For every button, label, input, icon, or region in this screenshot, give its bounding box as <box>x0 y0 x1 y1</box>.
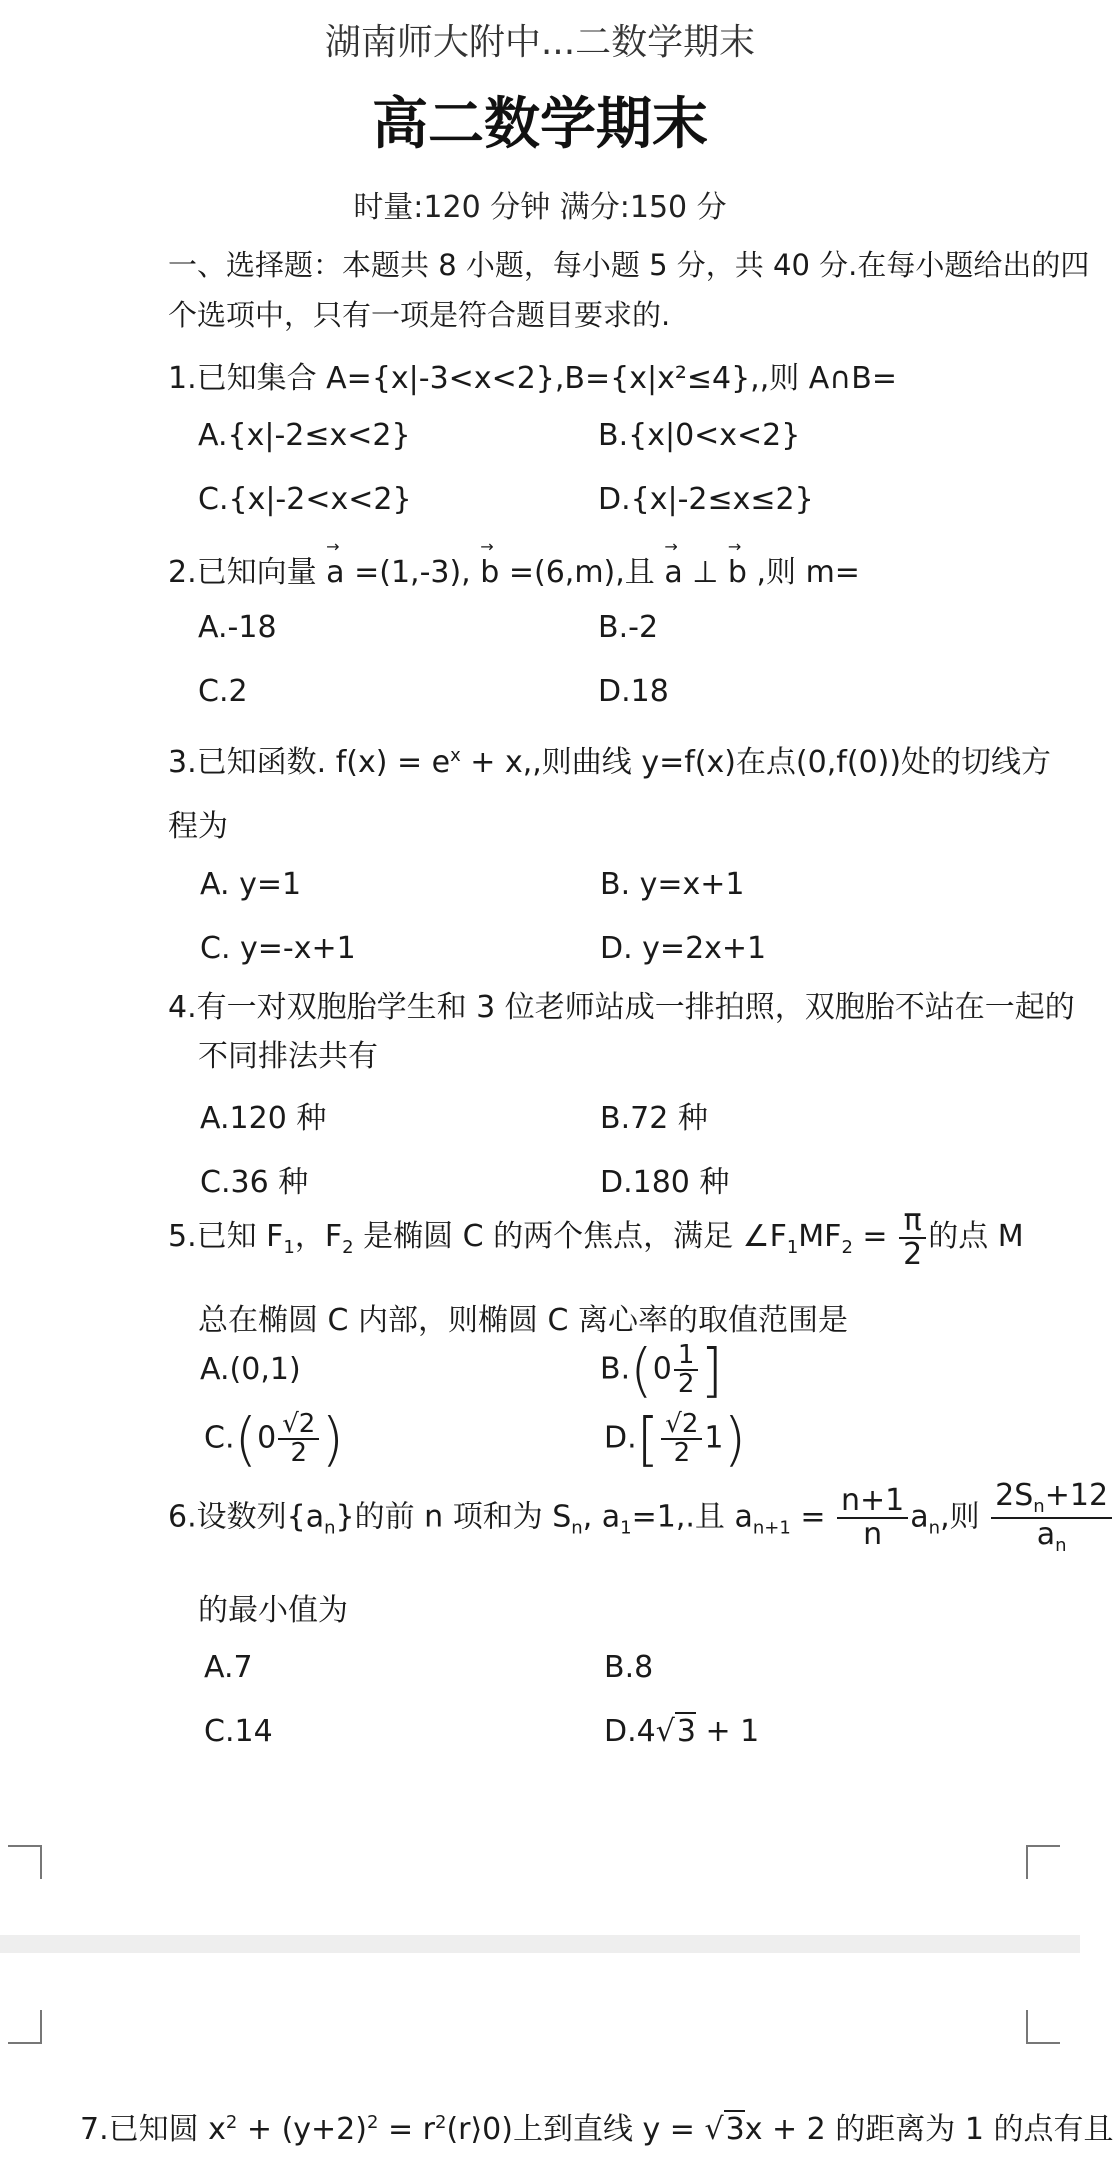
question-1-option-b: B.{x|0<x<2} <box>598 418 801 453</box>
question-6-option-b: B.8 <box>604 1650 654 1685</box>
page-corner-mark-tr-h <box>1026 2042 1060 2044</box>
question-6-stem-line2: 的最小值为 <box>198 1593 348 1628</box>
question-2-option-b: B.-2 <box>598 610 659 645</box>
question-5-stem: 5.已知 $F_1$，$F_2$ 是椭圆 C 的两个焦点，满足 $\angle F_1MF_2$ = $\frac{\pi}{2}$ 的点 M <box>168 1203 1024 1272</box>
question-2-option-a: A.-18 <box>198 610 277 645</box>
page-title: 高二数学期末 <box>372 92 708 157</box>
question-5-option-b: B.(0 $\frac{1}{2}$ ] <box>600 1336 724 1404</box>
question-1-stem: 1.已知集合 A={x|-3<x<2},B={x|x²≤4},,则 A∩B= <box>168 361 897 396</box>
question-6-option-d: D.4√3 + 1 <box>604 1714 760 1749</box>
question-5-option-d: D.[ $\frac{√2}{2}$ 1) <box>604 1405 747 1473</box>
vector-a-second: → a <box>664 555 682 590</box>
question-5-stem-line2: 总在椭圆 C 内部，则椭圆 C 离心率的取值范围是 <box>198 1303 849 1338</box>
section-instruction-line2: 个选项中，只有一项是符合题目要求的. <box>168 298 671 332</box>
question-1-option-a: A.{x|-2≤x<2} <box>198 418 411 453</box>
section-instruction-line1: 一、选择题：本题共 8 小题，每小题 5 分，共 40 分.在每小题给出的四 <box>168 248 1090 282</box>
page-corner-mark-tr-v <box>1026 2010 1028 2044</box>
question-3-option-a: A. y=1 <box>200 867 302 902</box>
question-1-option-d: D.{x|-2≤x≤2} <box>598 482 814 517</box>
question-5-option-a: A.(0,1) <box>200 1352 301 1387</box>
exam-time-line: 时量:120 分钟 满分:150 分 <box>353 190 727 225</box>
question-3-option-b: B. y=x+1 <box>600 867 745 902</box>
question-3-option-d: D. y=2x+1 <box>600 931 767 966</box>
question-6-option-a: A.7 <box>204 1650 253 1685</box>
page-break-gap <box>0 1935 1080 1953</box>
question-4-option-b: B.72 种 <box>600 1101 708 1136</box>
page-corner-mark-bl-h <box>8 1845 42 1847</box>
vector-b-second: → b <box>728 555 747 590</box>
question-2-option-d: D.18 <box>598 674 669 709</box>
question-7-stem: 7.已知圆 $x^2 + (y+2)^2$ = $r^2(r⟩0)$上到直线 y = √3x + 2 的距离为 1 的点有且 <box>80 2112 1114 2147</box>
question-2-option-c: C.2 <box>198 674 248 709</box>
vector-a: → a <box>326 555 344 590</box>
document-tab-title: 湖南师大附中...二数学期末 <box>324 22 756 63</box>
target-expression-fraction: $\frac{2S_n+12}{a_n}$ <box>991 1480 1112 1556</box>
question-5-option-c: C.(0 $\frac{√2}{2}$ ) <box>204 1405 344 1473</box>
n-plus-1-over-n-fraction: $\frac{n+1}{n}$ <box>837 1485 908 1550</box>
question-4-option-d: D.180 种 <box>600 1165 730 1200</box>
question-4-stem-line2: 不同排法共有 <box>198 1039 378 1074</box>
question-4-option-a: A.120 种 <box>200 1101 327 1136</box>
question-6-stem: 6.设数列$\{a_n\}$的前 n 项和为 $S_n$, $a_1=1$,.且 $a_{n+1}$ = $\frac{n+1}{n}$ $a_n$,则 $\frac{2S_n+12}{a_n}$ <box>168 1480 1114 1556</box>
question-4-stem: 4.有一对双胞胎学生和 3 位老师站成一排拍照，双胞胎不站在一起的 <box>168 990 1075 1025</box>
question-3-stem: 3.已知函数. $f(x) = e^x + x$,,则曲线 y=f(x)在点(0,f(0))处的切线方 <box>168 745 1052 780</box>
question-1-option-c: C.{x|-2<x<2} <box>198 482 412 517</box>
pi-over-2-fraction: $\frac{\pi}{2}$ <box>899 1205 926 1270</box>
page-corner-mark-br-v <box>1026 1845 1028 1879</box>
page-corner-mark-br-h <box>1026 1845 1060 1847</box>
page-corner-mark-tl-v <box>40 2010 42 2044</box>
question-3-stem-line2: 程为 <box>168 809 228 844</box>
page-corner-mark-bl-v <box>40 1845 42 1879</box>
question-2-stem: 2.已知向量 → a =(1,-3), → b =(6,m),且 → a ⊥ → b ,则 m= <box>168 547 860 591</box>
question-6-option-c: C.14 <box>204 1714 273 1749</box>
question-4-option-c: C.36 种 <box>200 1165 309 1200</box>
vector-b: → b <box>480 555 499 590</box>
question-3-option-c: C. y=-x+1 <box>200 931 356 966</box>
page-corner-mark-tl-h <box>8 2042 42 2044</box>
